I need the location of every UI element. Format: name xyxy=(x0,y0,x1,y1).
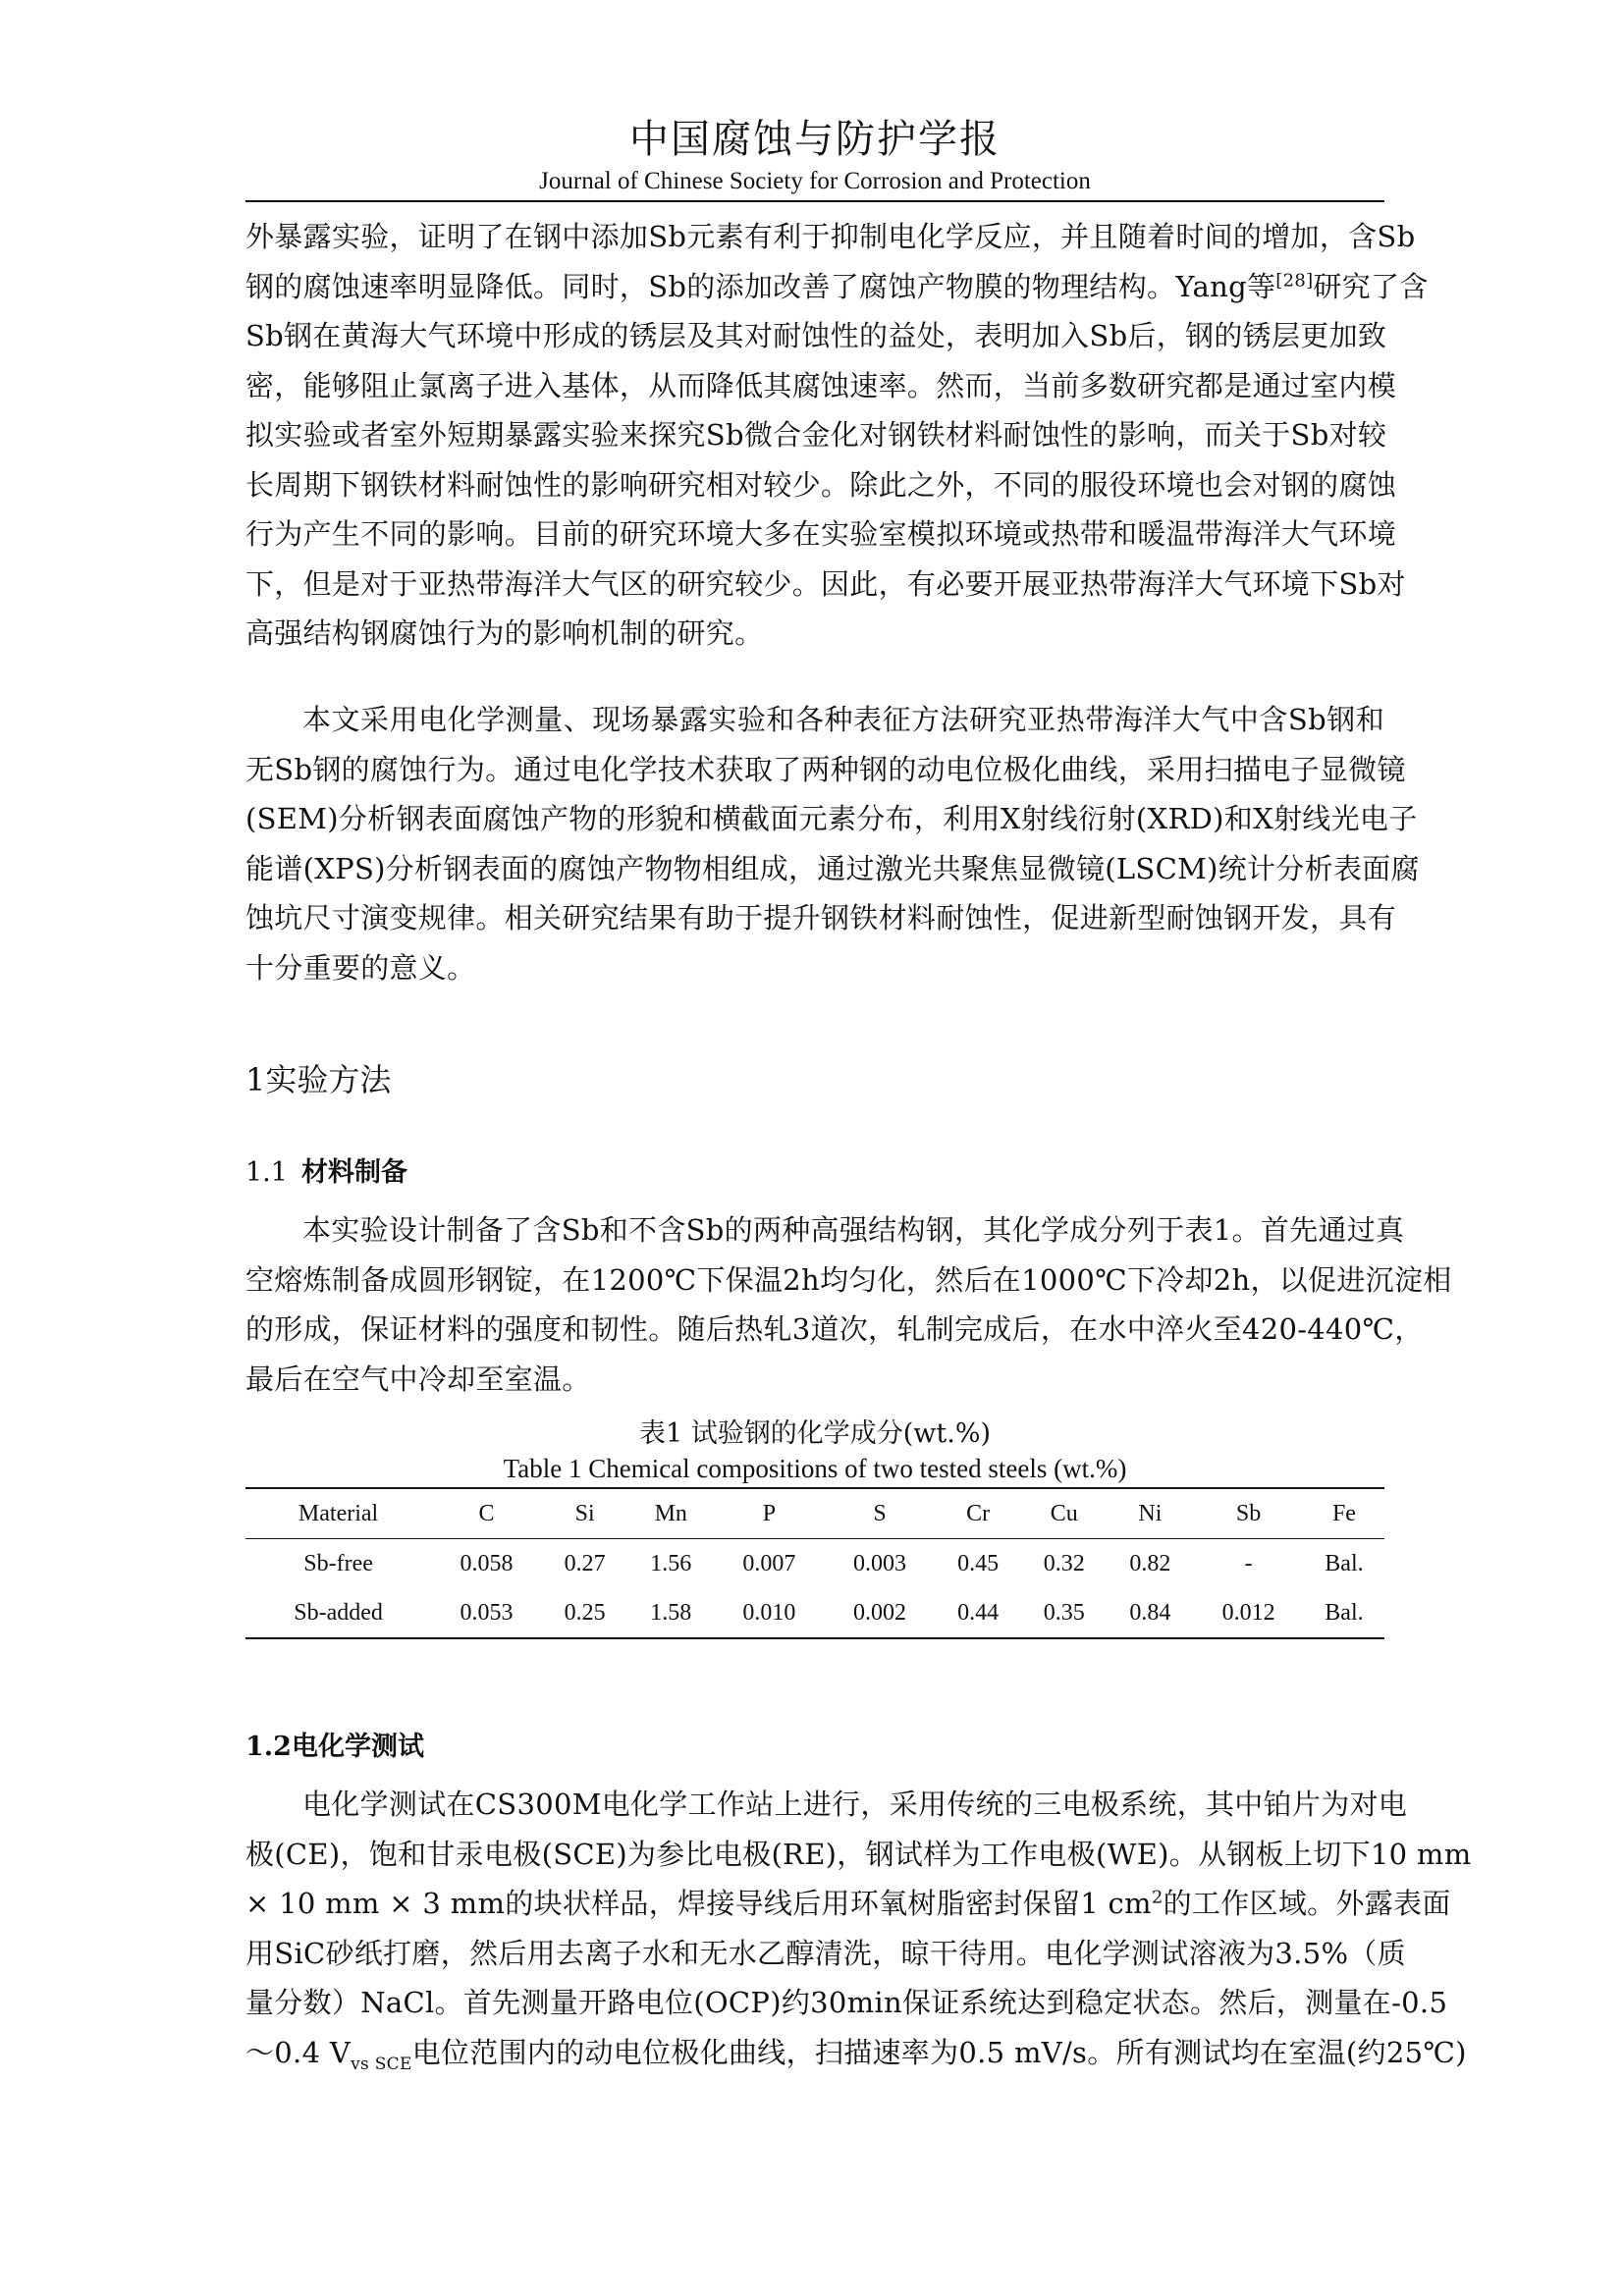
table-cell: Sb-free xyxy=(303,1550,373,1576)
text-line: 本文采用电化学测量、现场暴露实验和各种表征方法研究亚热带海洋大气中含Sb钢和 xyxy=(302,703,1384,736)
text-line: 十分重要的意义。 xyxy=(245,950,476,985)
text-line: Sb钢在黄海大气环境中形成的锈层及其对耐蚀性的益处，表明加入Sb后，钢的锈层更加致 xyxy=(245,319,1387,352)
text-line: 长周期下钢铁材料耐蚀性的影响研究相对较少。除此之外，不同的服役环境也会对钢的腐蚀 xyxy=(245,467,1397,502)
text-line: 拟实验或者室外短期暴露实验来探究Sb微合金化对钢铁材料耐蚀性的影响，而关于Sb对较 xyxy=(245,418,1387,452)
column-header: Ni xyxy=(1138,1500,1163,1526)
table-cell: Sb-added xyxy=(294,1599,383,1626)
text-line: 行为产生不同的影响。目前的研究环境大多在实验室模拟环境或热带和暖温带海洋大气环境 xyxy=(245,517,1397,551)
text-line: 空熔炼制备成圆形钢锭，在1200℃下保温2h均匀化，然后在1000℃下冷却2h，以促进沉淀相 xyxy=(245,1262,1452,1297)
table-cell: 0.007 xyxy=(742,1550,796,1576)
text-line: 本实验设计制备了含Sb和不含Sb的两种高强结构钢，其化学成分列于表1。首先通过真 xyxy=(302,1213,1405,1247)
table-cell: 1.56 xyxy=(650,1550,692,1576)
text-line xyxy=(245,2028,1467,2078)
subscript: vs SCE xyxy=(351,2054,412,2074)
text-line: 电化学测试在CS300M电化学工作站上进行，采用传统的三电极系统，其中铂片为对电 xyxy=(302,1788,1408,1821)
text-line xyxy=(245,262,1429,312)
table-cell: 0.25 xyxy=(564,1599,606,1626)
column-header: Material xyxy=(298,1500,379,1526)
table-cell: 0.82 xyxy=(1129,1550,1171,1576)
table-cell: Bal. xyxy=(1325,1599,1364,1626)
text-line: 能谱(XPS)分析钢表面的腐蚀产物物相组成，通过激光共聚焦显微镜(LSCM)统计分析表面腐 xyxy=(245,851,1420,885)
column-header: Fe xyxy=(1331,1500,1356,1526)
citation-ref: [28] xyxy=(1275,269,1314,291)
table-cell: 0.012 xyxy=(1221,1599,1275,1626)
text-line: 的形成，保证材料的强度和韧性。随后热轧3道次，轧制完成后，在水中淬火至420-440℃， xyxy=(245,1312,1424,1346)
column-header: Cr xyxy=(966,1500,991,1526)
text-line xyxy=(245,1879,1451,1929)
text-line: 密，能够阻止氯离子进入基体，从而降低其腐蚀速率。然而，当前多数研究都是通过室内模 xyxy=(245,368,1397,402)
column-header: C xyxy=(478,1500,495,1526)
text-line: 用SiC砂纸打磨，然后用去离子水和无水乙醇清洗，晾干待用。电化学测试溶液为3.5%（质 xyxy=(245,1936,1406,1970)
chemical-composition-table xyxy=(245,1487,1384,1639)
column-header: Si xyxy=(574,1500,595,1526)
table-cell: 0.35 xyxy=(1043,1599,1085,1626)
table-cell: 0.003 xyxy=(853,1550,907,1576)
text-line: 外暴露实验，证明了在钢中添加Sb元素有利于抑制电化学反应，并且随着时间的增加，含Sb xyxy=(245,220,1416,253)
text-line: 量分数）NaCl。首先测量开路电位(OCP)约30min保证系统达到稳定状态。然后，测量在-0.5 xyxy=(245,1986,1448,2019)
table-cell: 0.058 xyxy=(460,1550,514,1576)
superscript: 2 xyxy=(1151,1887,1164,1908)
subsection-title: 材料制备 xyxy=(300,1157,407,1188)
table-cell: 1.58 xyxy=(650,1599,692,1626)
header-rule xyxy=(245,200,1384,202)
table-cell: 0.053 xyxy=(460,1599,514,1626)
table-cell: 0.32 xyxy=(1043,1550,1085,1576)
column-header: S xyxy=(873,1500,887,1526)
table-cell: 0.27 xyxy=(564,1550,606,1576)
table-cell: 0.010 xyxy=(742,1599,796,1626)
subsection-heading-1-1 xyxy=(245,1156,407,1190)
table-caption-cn: 表1 试验钢的化学成分(wt.%) xyxy=(638,1418,992,1449)
column-header: Sb xyxy=(1235,1500,1262,1526)
table-cell: - xyxy=(1244,1550,1253,1576)
text-line: 极(CE)，饱和甘汞电极(SCE)为参比电极(RE)，钢试样为工作电极(WE)。从钢板上切下10 mm xyxy=(245,1837,1472,1871)
text-line: 蚀坑尺寸演变规律。相关研究结果有助于提升钢铁材料耐蚀性，促进新型耐蚀钢开发，具有 xyxy=(245,901,1397,934)
table-row xyxy=(245,1539,1384,1589)
column-header: Mn xyxy=(654,1500,687,1526)
table-cell: 0.84 xyxy=(1129,1599,1171,1626)
journal-title-en: Journal of Chinese Society for Corrosion and Protection xyxy=(539,168,1091,194)
column-header: P xyxy=(762,1500,777,1526)
subsection-heading-1-2: 1.2电化学测试 xyxy=(245,1732,424,1762)
table-cell: 0.45 xyxy=(957,1550,1000,1576)
section-heading-1: 1实验方法 xyxy=(245,1061,392,1098)
text-line: 下，但是对于亚热带海洋大气区的研究较少。因此，有必要开展亚热带海洋大气环境下Sb对 xyxy=(245,566,1406,601)
table-header-row xyxy=(245,1488,1384,1539)
table-cell: 0.002 xyxy=(853,1599,907,1626)
text-line: 无Sb钢的腐蚀行为。通过电化学技术获取了两种钢的动电位极化曲线，采用扫描电子显微镜 xyxy=(245,752,1406,786)
table-row xyxy=(245,1588,1384,1638)
intro-paragraph-1 xyxy=(245,212,1429,659)
electrochemical-paragraph xyxy=(245,1780,1472,2077)
text-line: 最后在空气中冷却至室温。 xyxy=(245,1362,591,1396)
text-segment: 的工作区域。外露表面 xyxy=(1163,1887,1451,1920)
text-line: 高强结构钢腐蚀行为的影响机制的研究。 xyxy=(245,616,764,650)
text-line: (SEM)分析钢表面腐蚀产物的形貌和横截面元素分布，利用X射线衍射(XRD)和X射线光电子 xyxy=(245,802,1418,835)
column-header: Cu xyxy=(1050,1500,1078,1526)
text-segment: ～0.4 V xyxy=(245,2035,352,2069)
text-segment: 钢的腐蚀速率明显降低。同时，Sb的添加改善了腐蚀产物膜的物理结构。Yang等 xyxy=(245,269,1276,303)
text-segment: × 10 mm × 3 mm的块状样品，焊接导线后用环氧树脂密封保留1 cm xyxy=(245,1887,1152,1920)
materials-paragraph xyxy=(245,1205,1452,1404)
text-segment: 研究了含 xyxy=(1313,269,1429,303)
intro-paragraph-2 xyxy=(245,695,1420,992)
text-segment: 电位范围内的动电位极化曲线，扫描速率为0.5 mV/s。所有测试均在室温(约25℃) xyxy=(411,2035,1467,2069)
table-cell: 0.44 xyxy=(957,1599,1000,1626)
table-cell: Bal. xyxy=(1325,1550,1364,1576)
journal-title-cn: 中国腐蚀与防护学报 xyxy=(629,117,1001,162)
subsection-number: 1.1 xyxy=(245,1157,288,1188)
table-caption-en: Table 1 Chemical compositions of two tested steels (wt.%) xyxy=(503,1454,1127,1483)
